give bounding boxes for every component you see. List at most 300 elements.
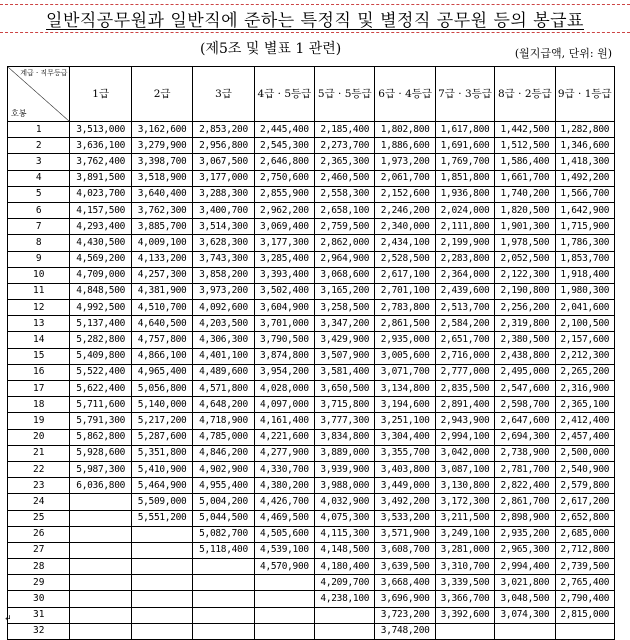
salary-cell: 4,401,100 bbox=[193, 348, 254, 364]
salary-cell: 2,738,900 bbox=[495, 445, 555, 461]
table-row bbox=[8, 542, 615, 558]
salary-cell: 2,781,700 bbox=[495, 461, 555, 477]
table-row bbox=[8, 397, 615, 413]
salary-cell: 3,777,300 bbox=[315, 413, 375, 429]
salary-cell: 3,177,300 bbox=[254, 235, 314, 251]
salary-cell: 2,460,500 bbox=[315, 170, 375, 186]
step-cell: 9 bbox=[8, 251, 70, 267]
salary-cell: 4,430,500 bbox=[70, 235, 131, 251]
salary-cell: 1,851,800 bbox=[435, 170, 494, 186]
salary-cell: 4,028,000 bbox=[254, 381, 314, 397]
salary-cell bbox=[315, 623, 375, 639]
salary-cell: 2,617,100 bbox=[375, 267, 435, 283]
salary-cell: 1,492,200 bbox=[555, 170, 614, 186]
salary-cell: 3,165,200 bbox=[315, 283, 375, 299]
document-title bbox=[0, 6, 630, 31]
table-row bbox=[8, 623, 615, 639]
salary-cell: 2,061,700 bbox=[375, 170, 435, 186]
salary-cell: 3,048,500 bbox=[495, 591, 555, 607]
salary-cell: 4,902,900 bbox=[193, 461, 254, 477]
table-row bbox=[8, 332, 615, 348]
salary-cell: 2,157,600 bbox=[555, 332, 614, 348]
salary-cell: 4,238,100 bbox=[315, 591, 375, 607]
salary-cell bbox=[70, 494, 131, 510]
salary-cell: 2,861,700 bbox=[495, 494, 555, 510]
step-cell: 30 bbox=[8, 591, 70, 607]
title-text: 일반직공무원과 일반직에 준하는 특정직 및 별정직 공무원 등의 봉급표 bbox=[46, 11, 584, 31]
salary-cell: 2,052,500 bbox=[495, 251, 555, 267]
corner-header bbox=[8, 67, 70, 122]
salary-cell bbox=[131, 526, 192, 542]
salary-cell: 3,347,200 bbox=[315, 316, 375, 332]
document-subtitle: (제5조 및 별표 1 관련) bbox=[200, 41, 342, 57]
step-cell: 13 bbox=[8, 316, 70, 332]
table-row bbox=[8, 364, 615, 380]
step-cell: 19 bbox=[8, 413, 70, 429]
salary-cell: 2,701,100 bbox=[375, 283, 435, 299]
table-row bbox=[8, 219, 615, 235]
salary-cell: 5,928,600 bbox=[70, 445, 131, 461]
step-cell: 8 bbox=[8, 235, 70, 251]
salary-cell: 3,518,900 bbox=[131, 170, 192, 186]
salary-cell: 3,988,000 bbox=[315, 478, 375, 494]
page-guide-top bbox=[0, 4, 630, 5]
salary-cell: 2,457,400 bbox=[555, 429, 614, 445]
salary-cell: 1,691,600 bbox=[435, 138, 494, 154]
table-row bbox=[8, 251, 615, 267]
salary-cell bbox=[193, 607, 254, 623]
salary-cell: 4,640,500 bbox=[131, 316, 192, 332]
salary-cell: 5,056,800 bbox=[131, 381, 192, 397]
salary-cell: 2,434,100 bbox=[375, 235, 435, 251]
salary-cell: 3,762,400 bbox=[70, 154, 131, 170]
salary-cell: 2,739,500 bbox=[555, 559, 614, 575]
salary-cell: 1,786,300 bbox=[555, 235, 614, 251]
salary-cell: 2,528,500 bbox=[375, 251, 435, 267]
salary-cell: 2,861,500 bbox=[375, 316, 435, 332]
step-cell: 21 bbox=[8, 445, 70, 461]
salary-cell: 2,100,500 bbox=[555, 316, 614, 332]
salary-cell: 3,628,300 bbox=[193, 235, 254, 251]
salary-cell: 3,891,500 bbox=[70, 170, 131, 186]
salary-cell: 3,398,700 bbox=[131, 154, 192, 170]
salary-cell: 3,400,700 bbox=[193, 202, 254, 218]
salary-cell bbox=[193, 623, 254, 639]
table-row bbox=[8, 559, 615, 575]
salary-cell: 2,994,100 bbox=[435, 429, 494, 445]
salary-cell: 3,743,300 bbox=[193, 251, 254, 267]
corner-header-bottom: 호봉 bbox=[11, 109, 27, 118]
table-row bbox=[8, 138, 615, 154]
salary-cell bbox=[131, 607, 192, 623]
table-row bbox=[8, 186, 615, 202]
salary-cell: 3,172,300 bbox=[435, 494, 494, 510]
salary-cell: 1,901,300 bbox=[495, 219, 555, 235]
step-cell: 1 bbox=[8, 122, 70, 138]
salary-cell: 3,087,100 bbox=[435, 461, 494, 477]
salary-cell: 4,133,200 bbox=[131, 251, 192, 267]
salary-cell: 2,716,000 bbox=[435, 348, 494, 364]
salary-cell: 4,648,200 bbox=[193, 397, 254, 413]
salary-cell: 3,211,500 bbox=[435, 510, 494, 526]
salary-cell: 5,522,400 bbox=[70, 364, 131, 380]
salary-cell: 3,513,000 bbox=[70, 122, 131, 138]
salary-cell: 2,685,000 bbox=[555, 526, 614, 542]
salary-cell: 3,403,800 bbox=[375, 461, 435, 477]
step-cell: 23 bbox=[8, 478, 70, 494]
salary-cell: 4,157,500 bbox=[70, 202, 131, 218]
salary-cell: 4,570,900 bbox=[254, 559, 314, 575]
salary-cell: 5,287,600 bbox=[131, 429, 192, 445]
salary-cell: 3,650,500 bbox=[315, 381, 375, 397]
salary-cell: 4,257,300 bbox=[131, 267, 192, 283]
salary-cell: 3,701,000 bbox=[254, 316, 314, 332]
salary-cell bbox=[193, 559, 254, 575]
salary-cell: 6,036,800 bbox=[70, 478, 131, 494]
salary-cell: 2,935,200 bbox=[495, 526, 555, 542]
salary-cell: 2,962,200 bbox=[254, 202, 314, 218]
salary-cell: 2,364,000 bbox=[435, 267, 494, 283]
salary-cell: 3,581,400 bbox=[315, 364, 375, 380]
table-row bbox=[8, 170, 615, 186]
salary-cell: 2,651,700 bbox=[435, 332, 494, 348]
salary-cell: 2,598,700 bbox=[495, 397, 555, 413]
salary-cell: 2,500,000 bbox=[555, 445, 614, 461]
salary-cell: 2,438,800 bbox=[495, 348, 555, 364]
salary-cell: 2,283,800 bbox=[435, 251, 494, 267]
table-row bbox=[8, 575, 615, 591]
salary-cell: 2,790,400 bbox=[555, 591, 614, 607]
salary-cell: 1,978,500 bbox=[495, 235, 555, 251]
salary-cell: 2,943,900 bbox=[435, 413, 494, 429]
salary-cell: 4,381,900 bbox=[131, 283, 192, 299]
salary-cell: 2,024,000 bbox=[435, 202, 494, 218]
salary-cell: 3,042,000 bbox=[435, 445, 494, 461]
salary-cell: 4,092,600 bbox=[193, 300, 254, 316]
salary-cell: 3,874,800 bbox=[254, 348, 314, 364]
salary-cell: 4,209,700 bbox=[315, 575, 375, 591]
step-cell: 2 bbox=[8, 138, 70, 154]
salary-cell: 1,853,700 bbox=[555, 251, 614, 267]
page-guide-title bbox=[0, 32, 630, 33]
salary-cell bbox=[70, 623, 131, 639]
salary-cell: 3,502,400 bbox=[254, 283, 314, 299]
paragraph-mark: ↵ bbox=[4, 614, 12, 624]
salary-cell bbox=[435, 623, 494, 639]
step-cell: 10 bbox=[8, 267, 70, 283]
salary-cell: 2,759,500 bbox=[315, 219, 375, 235]
table-row bbox=[8, 202, 615, 218]
step-cell: 25 bbox=[8, 510, 70, 526]
step-cell: 24 bbox=[8, 494, 70, 510]
step-cell: 18 bbox=[8, 397, 70, 413]
step-cell: 12 bbox=[8, 300, 70, 316]
salary-cell: 4,023,700 bbox=[70, 186, 131, 202]
salary-cell: 2,617,200 bbox=[555, 494, 614, 510]
salary-cell bbox=[70, 607, 131, 623]
salary-cell bbox=[193, 575, 254, 591]
salary-cell: 3,885,700 bbox=[131, 219, 192, 235]
salary-cell: 5,004,200 bbox=[193, 494, 254, 510]
salary-cell: 5,409,800 bbox=[70, 348, 131, 364]
salary-cell: 5,410,900 bbox=[131, 461, 192, 477]
salary-cell: 2,862,000 bbox=[315, 235, 375, 251]
salary-cell: 3,449,000 bbox=[375, 478, 435, 494]
salary-cell: 4,380,200 bbox=[254, 478, 314, 494]
salary-cell: 2,365,300 bbox=[315, 154, 375, 170]
salary-cell: 2,694,300 bbox=[495, 429, 555, 445]
salary-cell: 5,987,300 bbox=[70, 461, 131, 477]
salary-cell: 4,992,500 bbox=[70, 300, 131, 316]
salary-cell: 3,514,300 bbox=[193, 219, 254, 235]
salary-cell: 2,965,300 bbox=[495, 542, 555, 558]
salary-cell: 3,021,800 bbox=[495, 575, 555, 591]
salary-cell: 2,111,800 bbox=[435, 219, 494, 235]
salary-cell: 4,097,000 bbox=[254, 397, 314, 413]
table-row bbox=[8, 461, 615, 477]
step-cell: 14 bbox=[8, 332, 70, 348]
salary-cell: 4,221,600 bbox=[254, 429, 314, 445]
salary-cell: 3,005,600 bbox=[375, 348, 435, 364]
salary-cell: 3,858,200 bbox=[193, 267, 254, 283]
table-row bbox=[8, 235, 615, 251]
salary-cell: 2,152,600 bbox=[375, 186, 435, 202]
table-row bbox=[8, 429, 615, 445]
salary-cell: 3,790,500 bbox=[254, 332, 314, 348]
salary-cell: 1,820,500 bbox=[495, 202, 555, 218]
grade-header-9: 9급 · 1등급 bbox=[555, 67, 614, 122]
salary-cell: 4,955,400 bbox=[193, 478, 254, 494]
salary-cell: 3,639,500 bbox=[375, 559, 435, 575]
salary-cell: 4,569,200 bbox=[70, 251, 131, 267]
salary-cell: 1,769,700 bbox=[435, 154, 494, 170]
grade-header-5: 5급 · 5등급 bbox=[315, 67, 375, 122]
salary-cell bbox=[254, 607, 314, 623]
salary-cell bbox=[131, 575, 192, 591]
salary-cell: 1,282,800 bbox=[555, 122, 614, 138]
salary-cell: 4,426,700 bbox=[254, 494, 314, 510]
salary-cell bbox=[254, 591, 314, 607]
salary-cell: 3,071,700 bbox=[375, 364, 435, 380]
salary-cell: 4,075,300 bbox=[315, 510, 375, 526]
table-body bbox=[8, 122, 615, 640]
salary-cell: 2,412,400 bbox=[555, 413, 614, 429]
salary-cell: 3,288,300 bbox=[193, 186, 254, 202]
salary-cell: 2,122,300 bbox=[495, 267, 555, 283]
salary-cell: 2,647,600 bbox=[495, 413, 555, 429]
step-cell: 29 bbox=[8, 575, 70, 591]
step-cell: 6 bbox=[8, 202, 70, 218]
salary-cell: 3,668,400 bbox=[375, 575, 435, 591]
salary-cell: 3,251,100 bbox=[375, 413, 435, 429]
step-cell: 32 bbox=[8, 623, 70, 639]
salary-cell: 5,082,700 bbox=[193, 526, 254, 542]
table-row bbox=[8, 283, 615, 299]
step-cell: 28 bbox=[8, 559, 70, 575]
salary-cell: 3,762,300 bbox=[131, 202, 192, 218]
salary-cell: 1,980,300 bbox=[555, 283, 614, 299]
table-row bbox=[8, 348, 615, 364]
salary-cell: 3,640,400 bbox=[131, 186, 192, 202]
table-row bbox=[8, 267, 615, 283]
salary-cell: 2,547,600 bbox=[495, 381, 555, 397]
salary-cell: 2,445,400 bbox=[254, 122, 314, 138]
grade-header-2: 2급 bbox=[131, 67, 192, 122]
salary-cell: 4,277,900 bbox=[254, 445, 314, 461]
salary-cell: 2,652,800 bbox=[555, 510, 614, 526]
salary-cell: 3,069,400 bbox=[254, 219, 314, 235]
salary-cell: 5,551,200 bbox=[131, 510, 192, 526]
salary-cell: 2,646,800 bbox=[254, 154, 314, 170]
salary-cell: 1,442,500 bbox=[495, 122, 555, 138]
table-row bbox=[8, 607, 615, 623]
step-cell: 3 bbox=[8, 154, 70, 170]
salary-cell: 1,740,200 bbox=[495, 186, 555, 202]
salary-cell: 1,936,800 bbox=[435, 186, 494, 202]
salary-cell bbox=[70, 526, 131, 542]
salary-cell: 3,304,400 bbox=[375, 429, 435, 445]
table-row bbox=[8, 510, 615, 526]
salary-cell: 4,293,400 bbox=[70, 219, 131, 235]
salary-cell: 4,510,700 bbox=[131, 300, 192, 316]
salary-cell bbox=[70, 559, 131, 575]
salary-cell: 5,464,900 bbox=[131, 478, 192, 494]
salary-cell: 5,622,400 bbox=[70, 381, 131, 397]
salary-cell: 3,134,800 bbox=[375, 381, 435, 397]
salary-cell: 4,718,900 bbox=[193, 413, 254, 429]
unit-note: (월지급액, 단위: 원) bbox=[514, 47, 612, 60]
table-row bbox=[8, 526, 615, 542]
table-row bbox=[8, 154, 615, 170]
salary-cell bbox=[315, 607, 375, 623]
step-cell: 4 bbox=[8, 170, 70, 186]
salary-cell: 1,617,800 bbox=[435, 122, 494, 138]
salary-cell: 2,750,600 bbox=[254, 170, 314, 186]
table-row bbox=[8, 300, 615, 316]
salary-cell: 3,889,000 bbox=[315, 445, 375, 461]
salary-cell: 2,540,900 bbox=[555, 461, 614, 477]
salary-cell: 1,661,700 bbox=[495, 170, 555, 186]
salary-cell: 3,723,200 bbox=[375, 607, 435, 623]
salary-cell: 4,180,400 bbox=[315, 559, 375, 575]
grade-header-6: 6급 · 4등급 bbox=[375, 67, 435, 122]
salary-cell: 4,469,500 bbox=[254, 510, 314, 526]
salary-cell: 2,935,000 bbox=[375, 332, 435, 348]
salary-cell: 3,834,800 bbox=[315, 429, 375, 445]
salary-cell: 2,265,200 bbox=[555, 364, 614, 380]
salary-cell: 2,273,700 bbox=[315, 138, 375, 154]
salary-cell bbox=[193, 591, 254, 607]
salary-cell: 4,846,200 bbox=[193, 445, 254, 461]
salary-cell: 2,822,400 bbox=[495, 478, 555, 494]
step-cell: 11 bbox=[8, 283, 70, 299]
salary-cell: 4,148,500 bbox=[315, 542, 375, 558]
salary-cell: 3,162,600 bbox=[131, 122, 192, 138]
salary-cell bbox=[131, 623, 192, 639]
step-cell: 16 bbox=[8, 364, 70, 380]
salary-cell: 2,545,300 bbox=[254, 138, 314, 154]
salary-cell: 3,355,700 bbox=[375, 445, 435, 461]
step-cell: 27 bbox=[8, 542, 70, 558]
salary-cell bbox=[70, 510, 131, 526]
salary-cell: 2,964,900 bbox=[315, 251, 375, 267]
salary-cell: 4,203,500 bbox=[193, 316, 254, 332]
salary-cell: 2,584,200 bbox=[435, 316, 494, 332]
salary-cell: 3,279,900 bbox=[131, 138, 192, 154]
salary-cell: 2,185,400 bbox=[315, 122, 375, 138]
salary-cell bbox=[131, 591, 192, 607]
step-cell: 15 bbox=[8, 348, 70, 364]
salary-cell: 2,558,300 bbox=[315, 186, 375, 202]
salary-cell bbox=[70, 575, 131, 591]
table-row bbox=[8, 445, 615, 461]
salary-cell: 4,009,100 bbox=[131, 235, 192, 251]
header-row bbox=[8, 67, 615, 122]
salary-cell: 2,041,600 bbox=[555, 300, 614, 316]
grade-header-1: 1급 bbox=[70, 67, 131, 122]
salary-cell: 4,306,300 bbox=[193, 332, 254, 348]
salary-cell: 3,339,500 bbox=[435, 575, 494, 591]
salary-cell: 5,044,500 bbox=[193, 510, 254, 526]
salary-cell: 3,492,200 bbox=[375, 494, 435, 510]
salary-cell: 4,505,600 bbox=[254, 526, 314, 542]
salary-cell: 5,862,800 bbox=[70, 429, 131, 445]
salary-cell: 2,891,400 bbox=[435, 397, 494, 413]
salary-cell: 5,711,600 bbox=[70, 397, 131, 413]
salary-cell: 3,366,700 bbox=[435, 591, 494, 607]
salary-cell: 2,712,800 bbox=[555, 542, 614, 558]
salary-cell: 5,137,400 bbox=[70, 316, 131, 332]
salary-cell: 3,074,300 bbox=[495, 607, 555, 623]
step-cell: 31 bbox=[8, 607, 70, 623]
salary-cell: 4,489,600 bbox=[193, 364, 254, 380]
salary-cell: 3,258,500 bbox=[315, 300, 375, 316]
salary-cell: 2,199,900 bbox=[435, 235, 494, 251]
salary-cell: 3,285,400 bbox=[254, 251, 314, 267]
salary-cell: 2,994,400 bbox=[495, 559, 555, 575]
salary-cell bbox=[555, 623, 614, 639]
salary-cell: 5,351,800 bbox=[131, 445, 192, 461]
table-row bbox=[8, 478, 615, 494]
salary-cell bbox=[495, 623, 555, 639]
salary-cell: 4,115,300 bbox=[315, 526, 375, 542]
table-row bbox=[8, 316, 615, 332]
salary-cell: 2,777,000 bbox=[435, 364, 494, 380]
table-row bbox=[8, 122, 615, 138]
salary-cell: 4,709,000 bbox=[70, 267, 131, 283]
salary-cell: 4,785,000 bbox=[193, 429, 254, 445]
salary-cell: 2,956,800 bbox=[193, 138, 254, 154]
salary-cell: 2,853,200 bbox=[193, 122, 254, 138]
salary-cell: 4,161,400 bbox=[254, 413, 314, 429]
salary-cell: 3,507,900 bbox=[315, 348, 375, 364]
salary-cell: 4,866,100 bbox=[131, 348, 192, 364]
salary-cell: 2,246,200 bbox=[375, 202, 435, 218]
table-row bbox=[8, 591, 615, 607]
table-row bbox=[8, 494, 615, 510]
salary-cell: 2,319,800 bbox=[495, 316, 555, 332]
salary-cell: 4,330,700 bbox=[254, 461, 314, 477]
salary-cell: 1,346,600 bbox=[555, 138, 614, 154]
salary-cell: 1,512,500 bbox=[495, 138, 555, 154]
salary-cell: 1,918,400 bbox=[555, 267, 614, 283]
salary-cell: 4,965,400 bbox=[131, 364, 192, 380]
salary-cell: 2,340,000 bbox=[375, 219, 435, 235]
salary-cell: 2,835,500 bbox=[435, 381, 494, 397]
salary-cell: 3,310,700 bbox=[435, 559, 494, 575]
salary-cell: 2,765,400 bbox=[555, 575, 614, 591]
step-cell: 7 bbox=[8, 219, 70, 235]
